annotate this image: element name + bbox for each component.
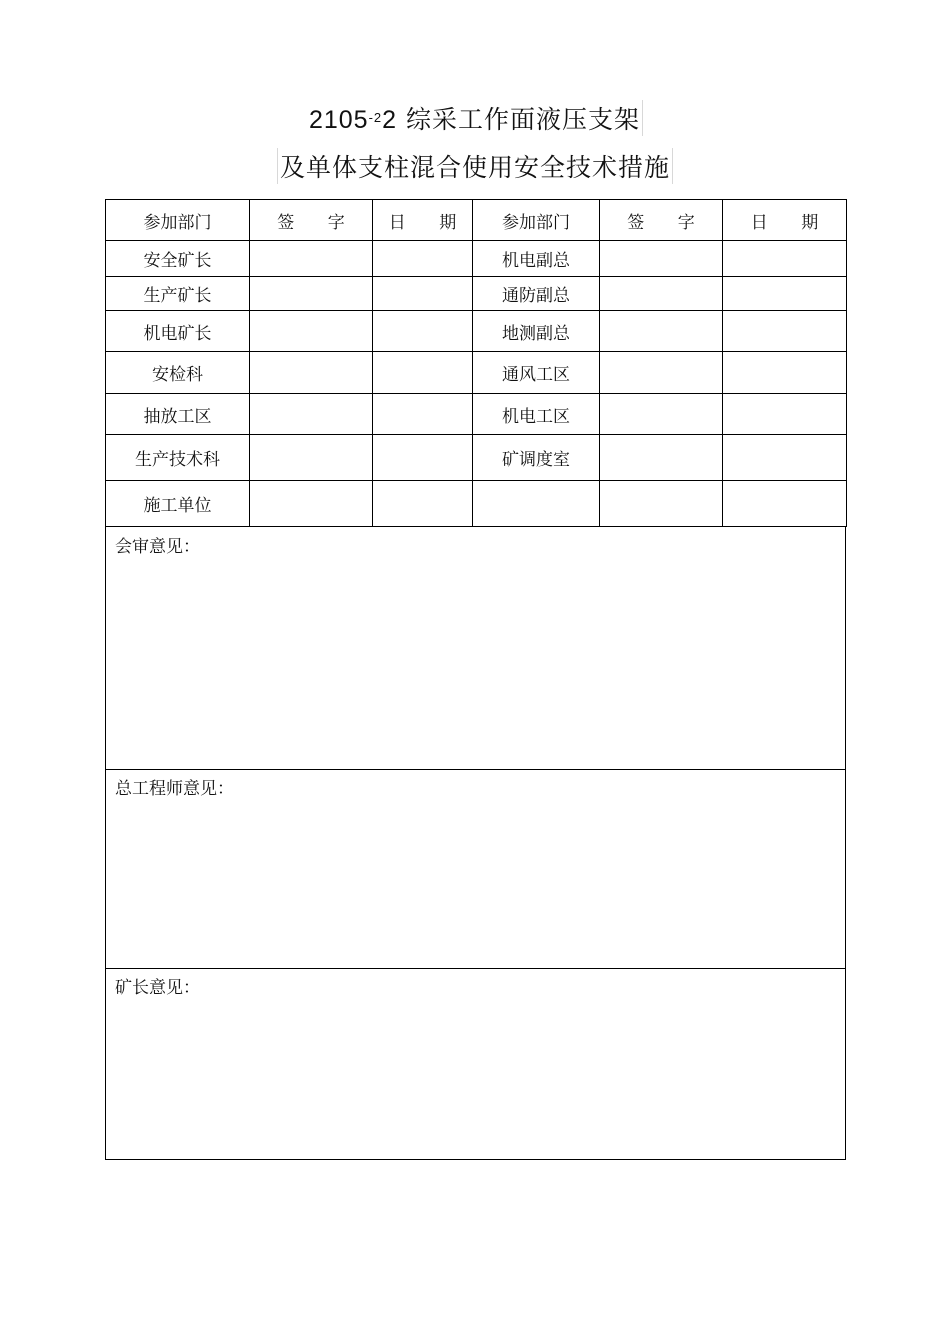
- signature-cell[interactable]: [250, 277, 373, 311]
- signature-cell[interactable]: [600, 352, 723, 394]
- review-opinion-box[interactable]: [105, 527, 846, 770]
- signature-cell[interactable]: [600, 435, 723, 481]
- signature-cell[interactable]: [600, 394, 723, 435]
- date-cell[interactable]: [723, 394, 847, 435]
- date-cell[interactable]: [373, 241, 473, 277]
- signature-cell[interactable]: [600, 311, 723, 352]
- mine-director-opinion-box[interactable]: [105, 968, 846, 1160]
- review-opinion-label: 会审意见：: [115, 537, 200, 557]
- header-signature-2: 签 字: [600, 200, 723, 241]
- department-cell: 安全矿长: [106, 241, 250, 277]
- department-cell: 地测副总: [473, 311, 600, 352]
- signature-cell[interactable]: [600, 241, 723, 277]
- signature-cell[interactable]: [250, 394, 373, 435]
- chief-engineer-opinion-label: 总工程师意见：: [115, 779, 234, 799]
- title-text-2: 及单体支柱混合使用安全技术措施: [277, 148, 673, 184]
- date-cell[interactable]: [373, 277, 473, 311]
- table-row: [106, 311, 847, 352]
- department-cell: 矿调度室: [473, 435, 600, 481]
- signature-cell[interactable]: [600, 481, 723, 527]
- department-cell: [473, 481, 600, 527]
- signature-cell[interactable]: [250, 435, 373, 481]
- department-cell: 通风工区: [473, 352, 600, 394]
- date-cell[interactable]: [373, 311, 473, 352]
- chief-engineer-opinion-box[interactable]: [105, 769, 846, 969]
- signature-cell[interactable]: [250, 481, 373, 527]
- date-cell[interactable]: [373, 481, 473, 527]
- table-row: [106, 241, 847, 277]
- header-date: 日 期: [373, 200, 473, 241]
- document-title-line-1: [0, 100, 950, 136]
- date-cell[interactable]: [723, 481, 847, 527]
- date-cell[interactable]: [373, 394, 473, 435]
- department-cell: 机电工区: [473, 394, 600, 435]
- department-cell: 生产技术科: [106, 435, 250, 481]
- signature-cell[interactable]: [250, 241, 373, 277]
- department-cell: 安检科: [106, 352, 250, 394]
- title-text-1: 综采工作面液压支架: [406, 105, 641, 134]
- signature-cell[interactable]: [250, 311, 373, 352]
- signoff-table: [105, 199, 847, 527]
- header-department: 参加部门: [106, 200, 250, 241]
- table-row: [106, 352, 847, 394]
- date-cell[interactable]: [723, 311, 847, 352]
- document-title-line-2: [0, 148, 950, 184]
- table-row: [106, 394, 847, 435]
- signature-cell[interactable]: [600, 277, 723, 311]
- title-number-subscript: -2: [368, 110, 383, 125]
- department-cell: 通防副总: [473, 277, 600, 311]
- date-cell[interactable]: [373, 435, 473, 481]
- mine-director-opinion-label: 矿长意见：: [115, 978, 200, 998]
- header-department-2: 参加部门: [473, 200, 600, 241]
- table-header-row: [106, 200, 847, 241]
- department-cell: 生产矿长: [106, 277, 250, 311]
- title-number-suffix: 2: [382, 106, 398, 134]
- table-row: [106, 277, 847, 311]
- title-number: 2105: [308, 106, 369, 134]
- table-row: [106, 481, 847, 527]
- signature-cell[interactable]: [250, 352, 373, 394]
- date-cell[interactable]: [723, 435, 847, 481]
- department-cell: 机电副总: [473, 241, 600, 277]
- department-cell: 机电矿长: [106, 311, 250, 352]
- date-cell[interactable]: [723, 277, 847, 311]
- table-row: [106, 435, 847, 481]
- department-cell: 抽放工区: [106, 394, 250, 435]
- date-cell[interactable]: [723, 352, 847, 394]
- date-cell[interactable]: [723, 241, 847, 277]
- department-cell: 施工单位: [106, 481, 250, 527]
- header-date-2: 日 期: [723, 200, 847, 241]
- date-cell[interactable]: [373, 352, 473, 394]
- header-signature: 签 字: [250, 200, 373, 241]
